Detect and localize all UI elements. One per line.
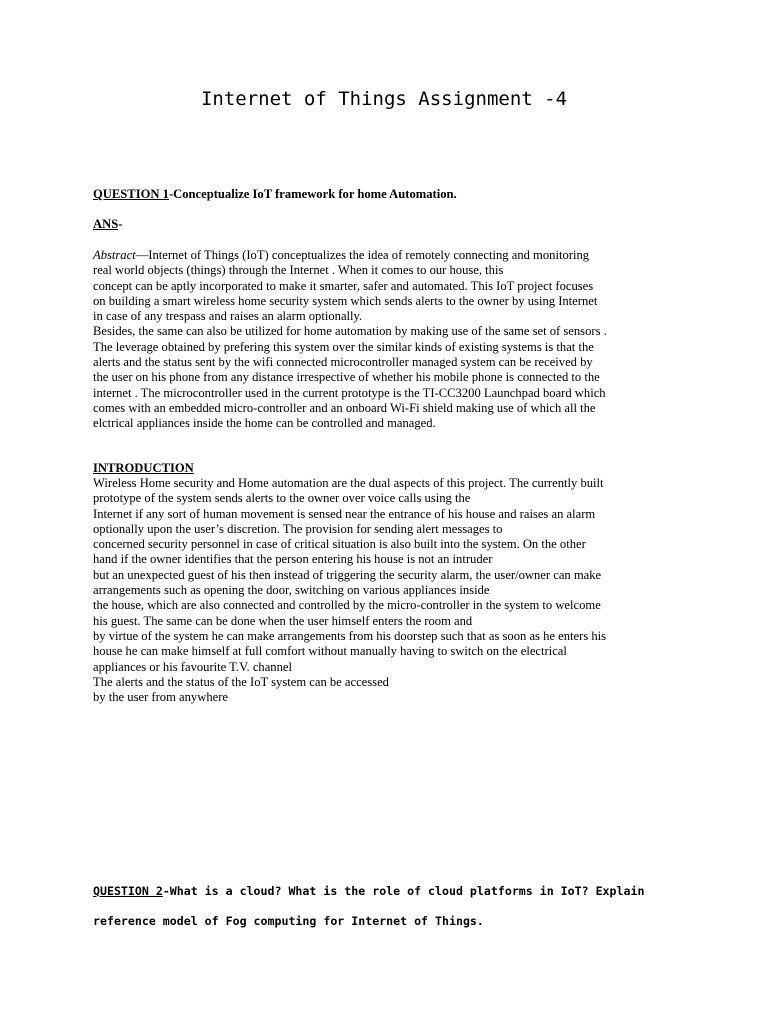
abstract-line: elctrical appliances inside the home can be controlled and managed. [93, 416, 436, 431]
answer-label-text: ANS [93, 217, 119, 231]
question-1 [93, 187, 457, 202]
document-title: Internet of Things Assignment -4 [200, 88, 568, 110]
abstract-line: alerts and the status sent by the wifi connected microcontroller managed system can be received by [93, 355, 593, 370]
answer-label [93, 217, 122, 232]
introduction-line: but an unexpected guest of his then instead of triggering the security alarm, the user/owner can make [93, 567, 602, 582]
introduction-paragraph [93, 476, 683, 705]
answer-label-suffix: - [118, 217, 123, 231]
question-2 [93, 884, 644, 898]
abstract-line: Besides, the same can also be utilized for home automation by making use of the same set of sensors . [93, 324, 607, 339]
abstract-label: Abstract [93, 248, 136, 262]
abstract-line-text: —Internet of Things (IoT) conceptualizes the idea of remotely connecting and monitoring [135, 248, 590, 262]
abstract-line: The leverage obtained by prefering this system over the similar kinds of existing systems is that the [93, 339, 594, 354]
question-1-text: -Conceptualize IoT framework for home Automation. [168, 187, 457, 201]
question-1-label: QUESTION 1 [93, 187, 169, 201]
question-2-line-1: -What is a cloud? What is the role of cloud platforms in IoT? Explain [162, 884, 645, 898]
abstract-line [93, 248, 683, 263]
abstract-paragraph [93, 248, 683, 432]
introduction-line: The alerts and the status of the IoT system can be accessed [93, 674, 389, 689]
introduction-line: by the user from anywhere [93, 690, 228, 705]
introduction-line: the house, which are also connected and controlled by the micro-controller in the system to welcome [93, 598, 601, 613]
introduction-line: Wireless Home security and Home automation are the dual aspects of this project. The currently built [93, 476, 604, 490]
introduction-heading-text: INTRODUCTION [93, 461, 194, 475]
introduction-line: prototype of the system sends alerts to the owner over voice calls using the [93, 491, 471, 506]
question-2-label: QUESTION 2 [93, 884, 163, 898]
abstract-line: real world objects (things) through the Internet . When it comes to our house, this [93, 263, 504, 278]
introduction-line: his guest. The same can be done when the user himself enters the room and [93, 613, 473, 628]
abstract-line: internet . The microcontroller used in the current prototype is the TI-CC3200 Launchpad board which [93, 385, 606, 400]
introduction-line: concerned security personnel in case of critical situation is also built into the system. On the other [93, 537, 586, 552]
introduction-line: by virtue of the system he can make arrangements from his doorstep such that as soon as he enters his [93, 628, 607, 643]
abstract-line: comes with an embedded micro-controller and an onboard Wi-Fi shield making use of which all the [93, 400, 596, 415]
introduction-line: arrangements such as opening the door, switching on various appliances inside [93, 583, 490, 598]
abstract-line: concept can be aptly incorporated to make it smarter, safer and automated. This IoT project focuses [93, 278, 594, 293]
abstract-line: the user on his phone from any distance irrespective of whether his mobile phone is connected to the [93, 370, 600, 385]
abstract-line: in case of any trespass and raises an alarm optionally. [93, 309, 363, 324]
introduction-line: appliances or his favourite T.V. channel [93, 659, 292, 674]
question-2-continued: reference model of Fog computing for Internet of Things. [93, 914, 484, 928]
introduction-line: Internet if any sort of human movement is sensed near the entrance of his house and raises an alarm [93, 506, 596, 521]
abstract-line: on building a smart wireless home security system which sends alerts to the owner by using Internet [93, 293, 598, 308]
introduction-line: hand if the owner identifies that the person entering his house is not an intruder [93, 552, 493, 567]
introduction-line: house he can make himself at full comfort without manually having to switch on the electrical [93, 644, 567, 659]
introduction-line: optionally upon the user’s discretion. The provision for sending alert messages to [93, 521, 503, 536]
introduction-heading [93, 461, 194, 476]
